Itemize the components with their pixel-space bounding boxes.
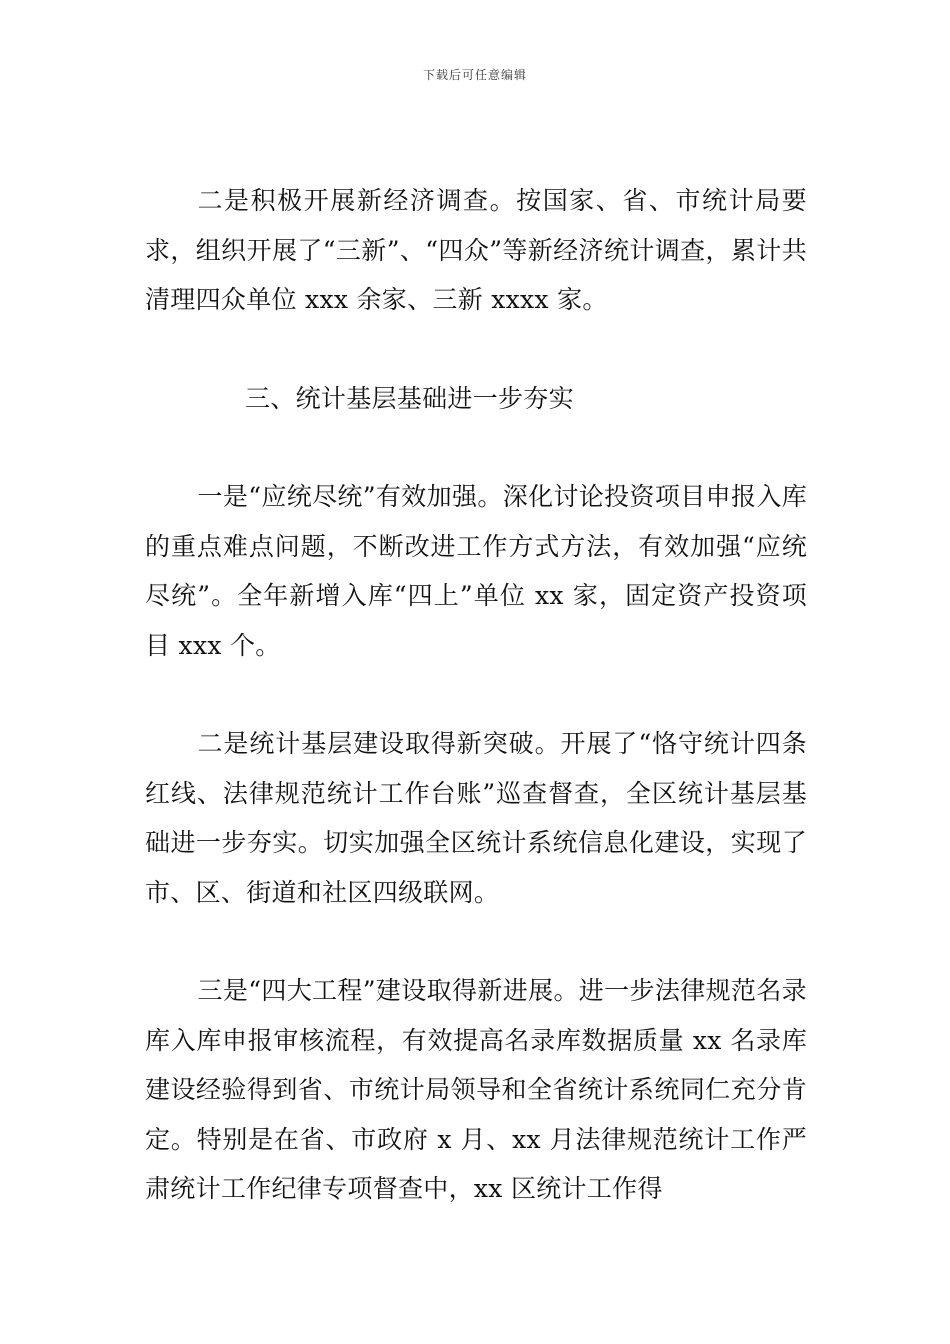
paragraph-new-economy-survey: 二是积极开展新经济调查。按国家、省、市统计局要求，组织开展了“三新”、“四众”等新经济统计调查，累计共清理四众单位 xxx 余家、三新 xxxx 家。: [145, 186, 807, 314]
section-heading-grassroots: 三、统计基层基础进一步夯实: [245, 383, 574, 413]
document-body: [145, 176, 807, 1263]
paragraph-grassroots-construction: 二是统计基层建设取得新突破。开展了“恪守统计四条红线、法律规范统计工作台账”巡查督查，全区统计基层基础进一步夯实。切实加强全区统计系统信息化建设，实现了市、区、街道和社区四级联网。: [145, 729, 807, 907]
page-header-note: 下载后可任意编辑: [422, 68, 527, 82]
paragraph-four-projects: 三是“四大工程”建设取得新进展。进一步法律规范名录库入库申报审核流程，有效提高名录库数据质量 xx 名录库建设经验得到省、市统计局领导和全省统计系统同仁充分肯定。特别是在省、市政府 x 月、xx 月法律规范统计工作严肃统计工作纪律专项督查中，xx 区统计工作得: [145, 976, 807, 1203]
paragraph-full-statistics: 一是“应统尽统”有效加强。深化讨论投资项目申报入库的重点难点问题，不断改进工作方式方法，有效加强“应统尽统”。全年新增入库“四上”单位 xx 家，固定资产投资项目 xxx 个。: [145, 482, 807, 660]
